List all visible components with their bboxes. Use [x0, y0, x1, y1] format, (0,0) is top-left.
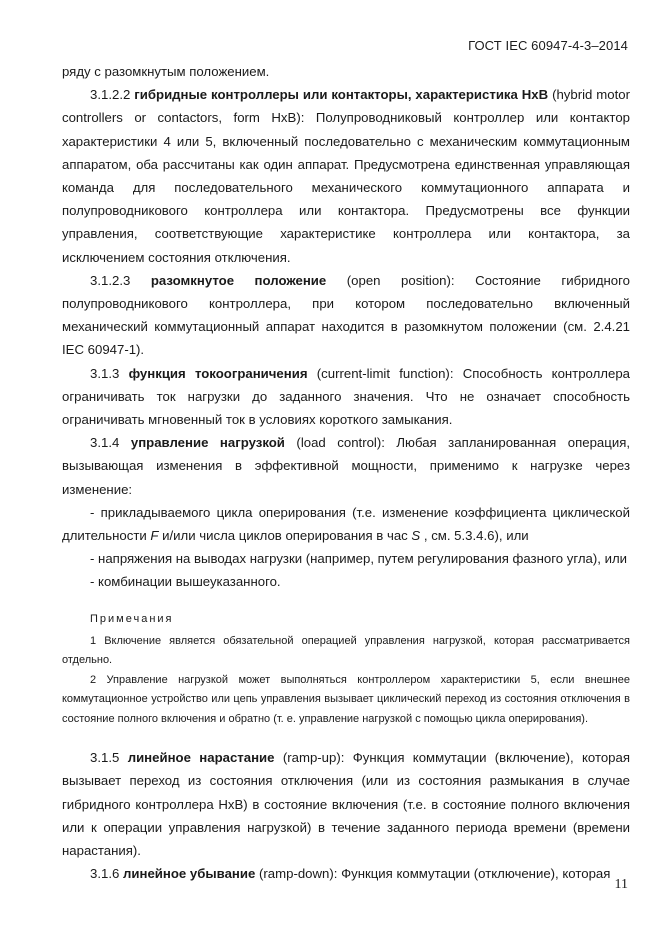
clause-term: функция токоограничения — [128, 365, 308, 381]
clause-text: (load control): Любая запланированная операция, вызывающая изменения в эффективной мощности, применимо к нагрузке через изменение: — [62, 435, 630, 497]
clause-text: (current-limit function): Способность контроллера ограничивать ток нагрузки до заданного значения. Что не означает способность ограничивать мгновенный ток в условиях короткого замыкания. — [62, 365, 630, 428]
document-body — [62, 60, 630, 885]
clause-number: 3.1.2.3 — [90, 272, 131, 288]
clause-text: (hybrid motor controllers or contactors, form HxB): Полупроводниковый контроллер или контактор характеристики 4 или 5, включенный последовательно с механическим коммутационным аппаратом, оба рассчитаны как один аппарат. Предусмотрена единственная управляющая команда для последовательного механического коммутационного аппарата и полупроводникового контроллера или контактора. Предусмотрены все функции управления, соответствующие характеристике контроллера или контактора, за исключением состояния отключения. — [62, 87, 630, 265]
clause-term: разомкнутое положение — [150, 272, 327, 288]
page-number: 11 — [614, 877, 628, 892]
clause-3-1-4 — [62, 431, 630, 501]
clause-text: (ramp-down): Функция коммутации (отключение), которая — [255, 866, 611, 882]
document-code-header: ГОСТ IEC 60947-4-3–2014 — [468, 38, 628, 53]
paragraph-continuation: ряду с разомкнутым положением. — [62, 64, 270, 79]
clause-3-1-2-3 — [62, 269, 630, 362]
notes-title: Примечания — [90, 612, 174, 625]
clause-3-1-2-2 — [62, 83, 630, 269]
clause-term: управление нагрузкой — [130, 435, 285, 451]
notes-block — [62, 610, 630, 730]
list-item: - комбинации вышеуказанного. — [90, 574, 281, 590]
clauses-after-notes — [62, 746, 630, 885]
list-item: - напряжения на выводах нагрузки (например, путем регулирования фазного угла), или — [90, 551, 628, 567]
note-2: 2 Управление нагрузкой может выполняться контроллером характеристики 5, если внешнее коммутационное устройство или цепь управления вызывает циклический переход из состояния отключения в состояние полного включения и обратно (т. е. управление нагрузкой с помощью цикла оперирования). — [62, 673, 630, 725]
clause-term: линейное нарастание — [127, 750, 275, 766]
clause-term: линейное убывание — [123, 866, 256, 882]
clause-number: 3.1.4 — [90, 435, 120, 451]
clause-3-1-3 — [62, 362, 630, 432]
clause-term: гибридные контроллеры или контакторы, характеристика HxB — [134, 87, 549, 103]
clause-number: 3.1.5 — [90, 750, 120, 766]
list-item-text: и/или числа циклов оперирования в час — [158, 528, 412, 544]
list-item-text: , см. 5.3.4.6), или — [420, 528, 529, 544]
clause-3-1-5 — [62, 746, 630, 862]
clause-text: (open position): Состояние гибридного полупроводникового контроллера, при котором последовательно включенный механический коммутационный аппарат находится в разомкнутом положении (см. 2.4.21 IEC 60947-1). — [62, 272, 630, 358]
clause-3-1-6 — [62, 862, 630, 885]
clause-number: 3.1.3 — [90, 365, 120, 381]
clause-number: 3.1.2.2 — [90, 87, 131, 103]
note-1: 1 Включение является обязательной операцией управления нагрузкой, которая рассматривается отдельно. — [62, 634, 630, 667]
clause-text: (ramp-up): Функция коммутации (включение), которая вызывает переход из состояния отключения (или из состояния размыкания в случае гибридного контроллера HxB) в состояние включения (т.е. в состояние полного включения или к операции управления нагрузкой) в течение заданного периода времени (времени нарастания). — [62, 750, 630, 858]
variable-s: S — [411, 528, 421, 544]
list-item-text: - прикладываемого цикла оперирования (т.е. изменение коэффициента циклической длительности — [62, 504, 630, 544]
clause-number: 3.1.6 — [90, 866, 120, 882]
list-item — [62, 501, 630, 547]
variable-f: F — [150, 528, 159, 544]
